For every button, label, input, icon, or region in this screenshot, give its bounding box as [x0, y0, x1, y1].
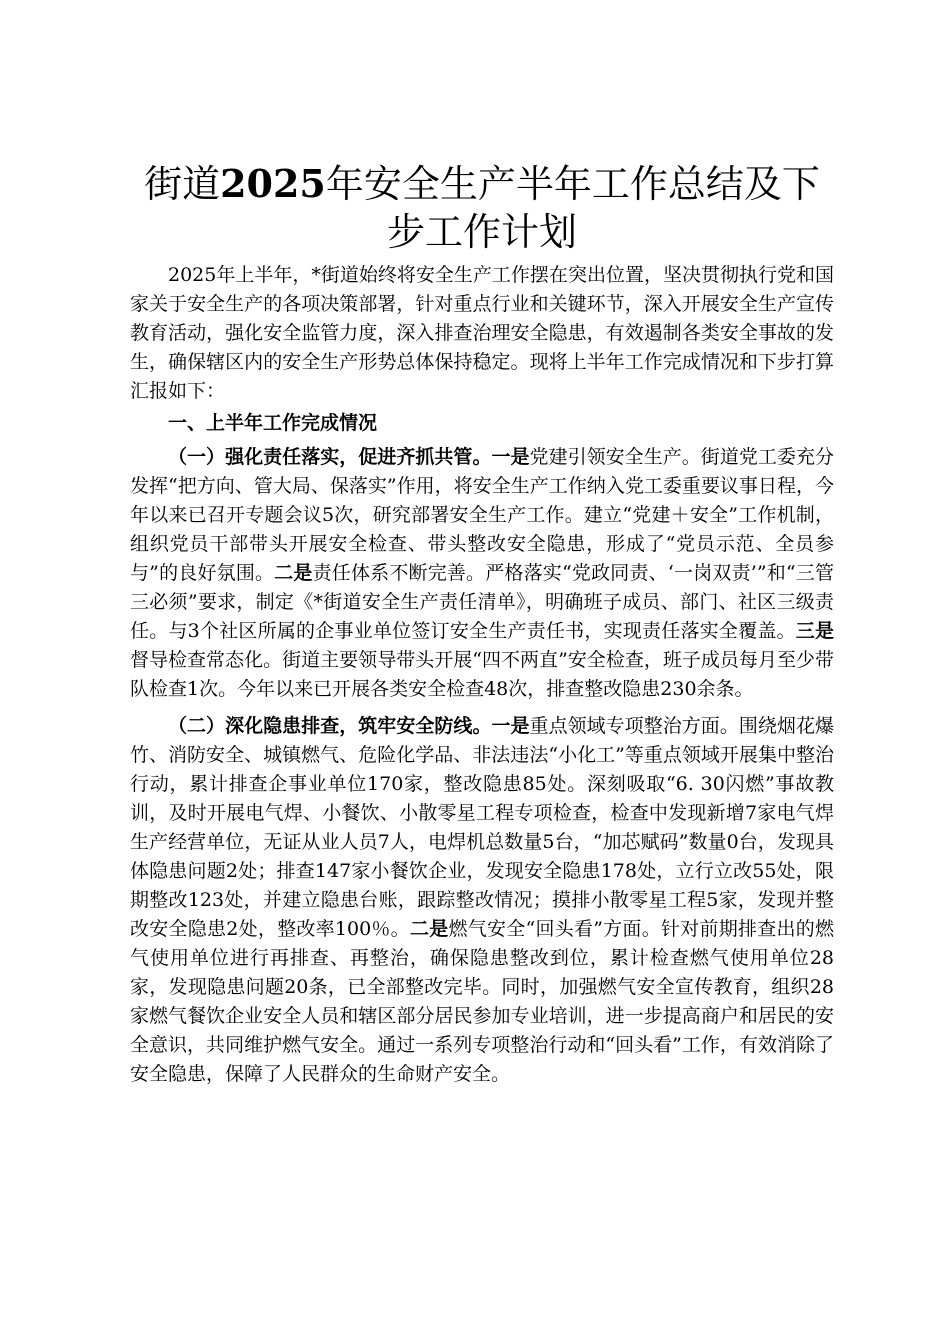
section-2-point-1-label: 一是	[491, 715, 530, 737]
section-2-point-1-text: 重点领域专项整治方面。围绕烟花爆竹、消防安全、城镇燃气、危险化学品、非法违法“小化工”等重点领域开展集中整治行动，累计排查企事业单位170家，整改隐患85处。深刻吸取“6. 30闪燃”事故教训，及时开展电气焊、小餐饮、小散零星工程专项检查，检查中发现新增7家电气焊生产经营单位，无证从业人员7人，电焊机总数量5台，“加芯赋码”数量0台，发现具体隐患问题2处；排查147家小餐饮企业，发现安全隐患178处，立行立改55处，限期整改123处，并建立隐患台账，跟踪整改情况；摸排小散零星工程5家，发现并整改安全隐患2处，整改率100％。	[130, 715, 834, 940]
title-year: 2025	[220, 161, 326, 206]
section-heading: 一、上半年工作完成情况	[168, 412, 378, 434]
title-prefix: 街道	[144, 162, 221, 206]
section-2-point-2-label: 二是	[409, 918, 449, 940]
document-page	[130, 160, 834, 1097]
section-1-point-3-text: 督导检查常态化。街道主要领导带头开展“四不两直”安全检查，班子成员每月至少带队检查1次。今年以来已开展各类安全检查48次，排查整改隐患230余条。	[130, 649, 834, 700]
document-title	[130, 160, 834, 256]
intro-paragraph: 2025年上半年，*街道始终将安全生产工作摆在突出位置，坚决贯彻执行党和国家关于安全生产的各项决策部署，针对重点行业和关键环节，深入开展安全生产宣传教育活动，强化安全监管力度，深入排查治理安全隐患，有效遏制各类安全事故的发生，确保辖区内的安全生产形势总体保持稳定。现将上半年工作完成情况和下步打算汇报如下：	[130, 264, 834, 402]
title-suffix: 年安全生产半年工作总结及下步工作计划	[325, 162, 820, 254]
section-2-paragraph	[130, 712, 834, 1089]
section-2-point-2-text: 燃气安全“回头看”方面。针对前期排查出的燃气使用单位进行再排查、再整治，确保隐患整改到位，累计检查燃气使用单位28家，发现隐患问题20条，已全部整改完毕。同时，加强燃气安全宣传教育，组织28家燃气餐饮企业安全人员和辖区部分居民参加专业培训，进一步提高商户和居民的安全意识，共同维护燃气安全。通过一系列专项整治行动和“回头看”工作，有效消除了安全隐患，保障了人民群众的生命财产安全。	[130, 918, 834, 1085]
section-1-point-3-label: 三是	[795, 620, 834, 642]
section-1-point-1-label: 一是	[491, 446, 530, 468]
section-2-lead: （二）深化隐患排查，筑牢安全防线。	[168, 715, 492, 737]
section-1-paragraph	[130, 443, 834, 704]
section-1-point-1-text: 党建引领安全生产。街道党工委充分发挥“把方向、管大局、保落实”作用，将安全生产工作纳入党工委重要议事日程，今年以来已召开专题会议5次，研究部署安全生产工作。建立“党建＋安全”工作机制，组织党员干部带头开展安全检查、带头整改安全隐患，形成了“党员示范、全员参与”的良好氛围。	[130, 446, 834, 584]
section-1-lead: （一）强化责任落实，促进齐抓共管。	[168, 446, 492, 468]
section-1-point-2-label: 二是	[274, 562, 313, 584]
section-1-point-2-text: 责任体系不断完善。严格落实“党政同责、‘一岗双责’”和“三管三必须”要求，制定《*街道安全生产责任清单》，明确班子成员、部门、社区三级责任。与3个社区所属的企事业单位签订安全生产责任书，实现责任落实全覆盖。	[130, 562, 834, 642]
